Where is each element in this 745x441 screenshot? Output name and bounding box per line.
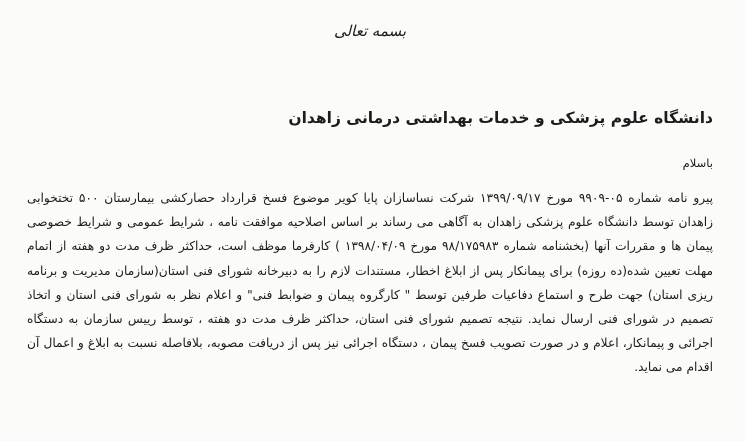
salutation: باسلام xyxy=(682,156,713,170)
letter-body xyxy=(27,186,713,380)
body-paragraph: پیرو نامه شماره ۰۵-۹۹۰۹ مورخ ۱۳۹۹/۰۹/۱۷ شرکت نساسازان پایا کویر موضوع فسخ قرارداد حصارکشی بیمارستان ۵۰۰ تختخوابی زاهدان توسط دانشگاه علوم پزشکی زاهدان به آگاهی می رساند بر اساس اصلاحیه موافقت نامه ، شرایط عمومی و شرایط خصوصی پیمان ها و مقررات آنها (بخشنامه شماره ۹۸/۱۷۵۹۸۳ مورخ ۱۳۹۸/۰۴/۰۹ ) کارفرما موظف است، حداکثر ظرف مدت دو هفته از اتمام مهلت تعیین شده(ده روزه) برای پیمانکار پس از ابلاغ اخطار، مستندات لازم را به دبیرخانه شورای فنی استان(سازمان مدیریت و برنامه ریزی استان) جهت طرح و استماع دفاعیات طرفین توسط " کارگروه پیمان و ضوابط فنی" و اعلام نظر به شورای فنی استان و اتخاذ تصمیم در شورای فنی ارسال نماید. نتیجه تصمیم شورای فنی استان، حداکثر ظرف مدت دو هفته ، توسط رییس سازمان به دستگاه اجرائی و پیمانکار، اعلام و در صورت تصویب فسخ پیمان ، دستگاه اجرائی نیز پس از دریافت مصوبه، بلافاصله نسبت به ابلاغ و اعمال آن اقدام می نماید. xyxy=(27,191,714,375)
organization-title: دانشگاه علوم پزشکی و خدمات بهداشتی درمانی زاهدان xyxy=(288,109,713,127)
header-invocation: بسمه تعالی xyxy=(333,22,407,40)
